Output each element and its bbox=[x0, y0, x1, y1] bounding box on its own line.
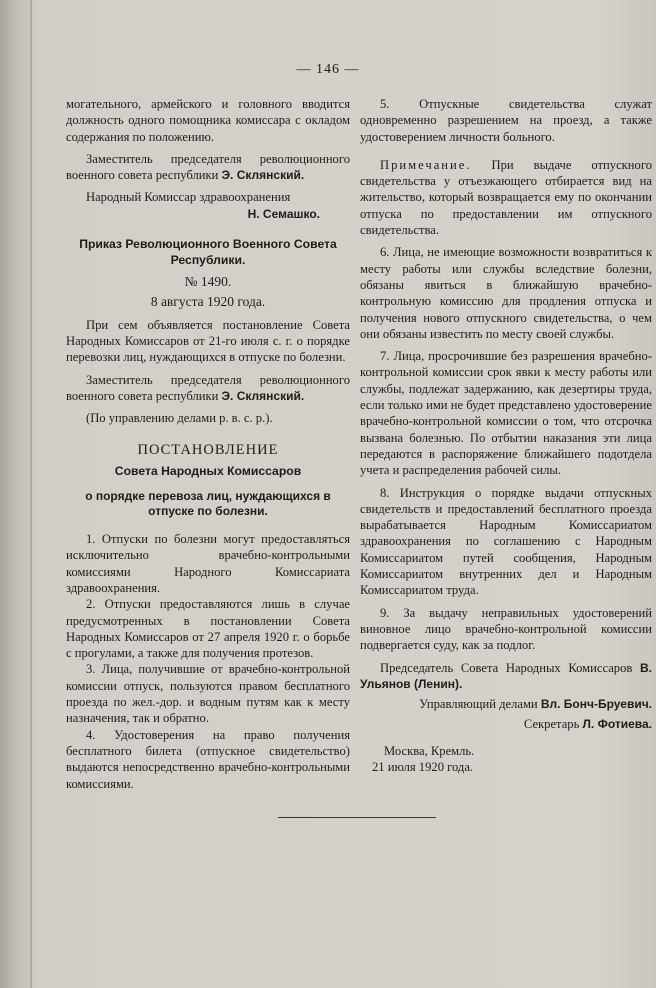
department-note: (По управлению делами р. в. с. р.). bbox=[86, 411, 273, 426]
decree-item-6: 6. Лица, не имеющие возможности возвратиться к месту работы или службы вследствие болезни, обязаны явиться в ближайшую врачебно-контрольную комиссию для продления отпуска и получения нового отпускного свидетельства, о чем они обязаны известить по месту своей службы. bbox=[360, 245, 652, 341]
decree-item-7: 7. Лица, просрочившие без разрешения врачебно-контрольной комиссии срок явки к месту работы или службы, подлежат задержанию, как дезертиры труда, если только ими не будет представлено удостоверение врачебно-контрольной комиссии о том, что отсрочка вызвана болезнью. По отбытии наказания эти лица передаются в распоряжение ближайшего подотдела учета и распределения рабочей силы. bbox=[360, 349, 652, 478]
signature-block-2-role: Народный Комиссар здравоохранения bbox=[86, 190, 291, 205]
decree-note bbox=[360, 157, 652, 238]
decree-item-5: 5. Отпускные свидетельства служат одновременно разрешением на проезд, а также удостоверением личности больного. bbox=[360, 97, 652, 144]
issue-place: Москва, Кремль. bbox=[384, 743, 475, 758]
paragraph-continued: могательного, армейского и головного вводится должность одного помощника комиссара с окладом содержания по положению. bbox=[66, 97, 350, 144]
order-date: 8 августа 1920 года. bbox=[150, 294, 266, 310]
signature-block-2-name: Н. Семашко. bbox=[247, 206, 320, 221]
decree-item-1: 1. Отпуски по болезни могут предоставляться исключительно врачебно-контрольными комиссиями Народного Комиссариата здравоохранения. bbox=[66, 532, 350, 595]
decree-item-8: 8. Инструкция о порядке выдачи отпускных свидетельств и предоставлений бесплатного проезда вырабатывается Народным Комиссариатом здравоохранения по соглашению с Народным Комиссариатом путей сообщения, Народным Комиссариатом внутренних дел и Народным Комиссариатом труда. bbox=[360, 485, 652, 598]
signature-block-1 bbox=[66, 151, 350, 184]
issue-date: 21 июля 1920 года. bbox=[372, 759, 474, 774]
signature-chairman bbox=[360, 660, 652, 693]
decree-item-2: 2. Отпуски предоставляются лишь в случае предусмотренных в постановлении Совета Народных Комиссаров от 27 апреля 1920 г. о борьбе с прогулами, а также для получения протезов. bbox=[66, 597, 350, 661]
decree-heading: ПОСТАНОВЛЕНИЕ bbox=[137, 442, 279, 459]
decree-title: о порядке перевоза лиц, нуждающихся в отпуске по болезни. bbox=[85, 489, 331, 519]
signature-name: Л. Фотиева. bbox=[582, 717, 652, 732]
signature-name: В. Ульянов (Ленин). bbox=[360, 660, 653, 691]
signature-role: Заместитель председателя революционного военного совета республики bbox=[66, 151, 350, 183]
signature-name: Э. Склянский. bbox=[221, 388, 305, 403]
note-label: Примечание. bbox=[380, 157, 472, 172]
order-text: При сем объявляется постановление Совета Народных Комиссаров от 21-го июля с. г. о порядке перевозки лиц, нуждающихся в отпуске по болезни. bbox=[66, 317, 350, 365]
order-title: Приказ Революционного Военного Совета Республики. bbox=[79, 237, 337, 268]
binding-edge bbox=[30, 0, 32, 988]
signature-role: Секретарь bbox=[523, 717, 580, 732]
signature-name: Вл. Бонч-Бруевич. bbox=[540, 697, 652, 712]
page-number: — 146 — bbox=[296, 62, 360, 77]
order-number: № 1490. bbox=[184, 274, 232, 290]
signature-role: Управляющий делами bbox=[419, 697, 538, 712]
right-column bbox=[360, 96, 652, 775]
left-column bbox=[66, 96, 350, 792]
decree-subheading: Совета Народных Комиссаров bbox=[114, 463, 302, 478]
signature-name: Э. Склянский. bbox=[221, 168, 305, 183]
decree-item-4: 4. Удостоверения на право получения бесплатного билета (отпускное свидетельство) выдаются непосредственно врачебно-контрольными комиссиями. bbox=[66, 727, 350, 791]
signature-block-3 bbox=[66, 372, 350, 405]
signature-manager bbox=[360, 696, 652, 712]
section-divider bbox=[278, 817, 436, 818]
signature-secretary bbox=[360, 716, 652, 732]
signature-role: Председатель Совета Народных Комиссаров bbox=[380, 660, 633, 675]
decree-item-9: 9. За выдачу неправильных удостоверений виновное лицо врачебно-контрольной комиссии подвергается суду, как за подлог. bbox=[360, 605, 652, 653]
signature-role: Заместитель председателя революционного военного совета республики bbox=[66, 372, 350, 403]
decree-item-3: 3. Лица, получившие от врачебно-контрольной комиссии отпуск, пользуются правом бесплатного проезда по жел.-дор. и водным путям как к месту назначения, так и обратно. bbox=[66, 662, 350, 726]
note-text: При выдаче отпускного свидетельства у отъезжающего отбирается вид на жительство, который возвращается ему по окончании отпуска по предоставлении им отпускного свидетельства. bbox=[360, 157, 652, 238]
